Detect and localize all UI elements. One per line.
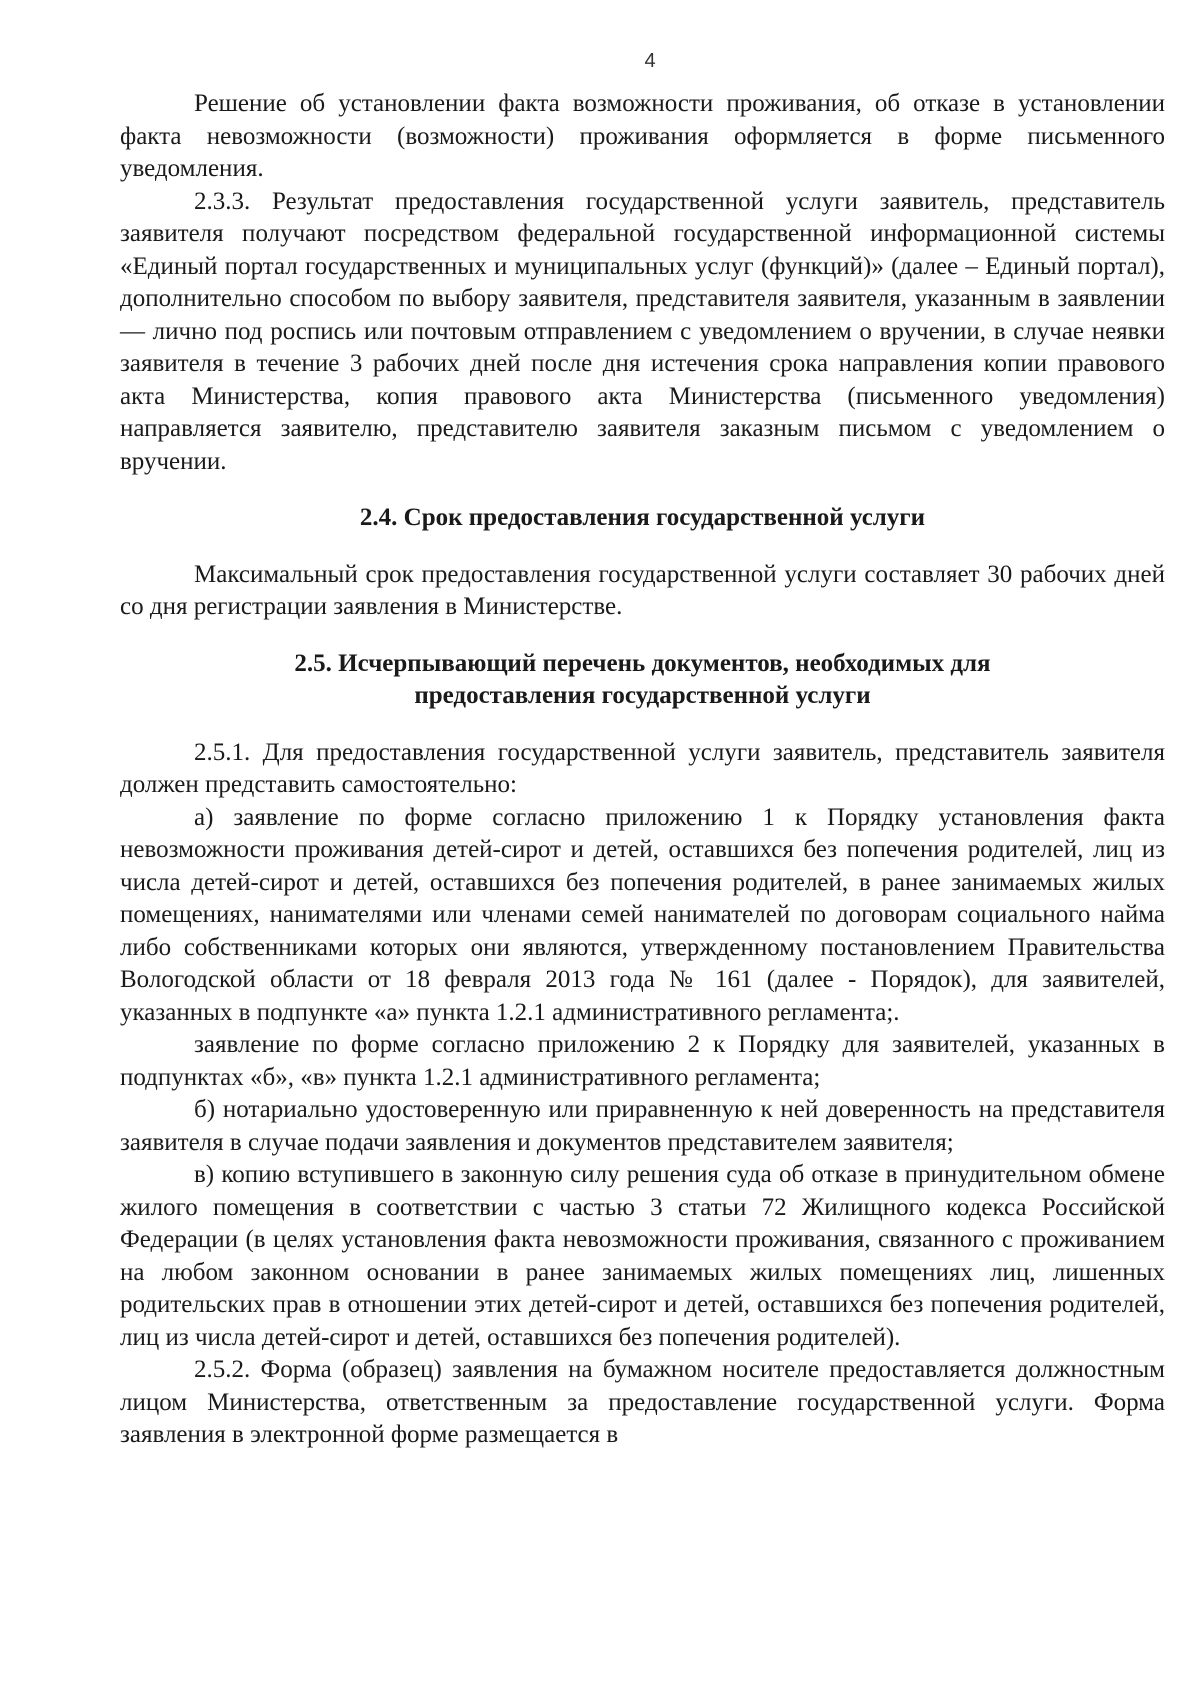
heading-2-4: 2.4. Срок предоставления государственной услуги (359, 504, 926, 531)
paragraph-2-5-2: 2.5.2. Форма (образец) заявления на бумажном носителе предоставляется должностным лицом Министерства, ответственным за предоставление государственной услуги. Форма заявления в электронной форме размещается в (120, 1356, 1165, 1448)
paragraph-2-3-3: 2.3.3. Результат предоставления государственной услуги заявитель, представитель заявителя получают посредством федеральной государственной информационной системы «Единый портал государственных и муниципальных услуг (функций)» (далее – Единый портал), дополнительно способом по выбору заявителя, представителя заявителя, указанным в заявлении — лично под роспись или почтовым отправлением с уведомлением о вручении, в случае неявки заявителя в течение 3 рабочих дней после дня истечения срока направления копии правового акта Министерства, копия правового акта Министерства (письменного уведомления) направляется заявителю, представителю заявителя заказным письмом с уведомлением о вручении. (120, 187, 1165, 475)
paragraph-item-v: в) копию вступившего в законную силу решения суда об отказе в принудительном обмене жилого помещения в соответствии с частью 3 статьи 72 Жилищного кодекса Российской Федерации (в целях установления факта невозможности проживания, связанного с проживанием на любом законном основании в ранее занимаемых жилых помещениях лиц, лишенных родительских прав в отношении этих детей-сирот и детей, оставшихся без попечения родителей, лиц из числа детей-сирот и детей, оставшихся без попечения родителей). (120, 1161, 1165, 1351)
page-number: 4 (644, 50, 656, 72)
document-body (120, 88, 1165, 1452)
paragraph-item-b: б) нотариально удостоверенную или приравненную к ней доверенность на представителя заявителя в случае подачи заявления и документов представителем заявителя; (120, 1096, 1165, 1156)
paragraph-item-a: а) заявление по форме согласно приложению 1 к Порядку установления факта невозможности проживания детей-сирот и детей, оставшихся без попечения родителей, лиц из числа детей-сирот и детей, оставшихся без попечения родителей, в ранее занимаемых жилых помещениях, нанимателями или членами семей нанимателей по договорам социального найма либо собственниками которых они являются, утвержденному постановлением Правительства Вологодской области от 18 февраля 2013 года № 161 (далее - Порядок), для заявителей, указанных в подпункте «а» пункта 1.2.1 административного регламента;. (120, 803, 1165, 1026)
paragraph-max-term: Максимальный срок предоставления государственной услуги составляет 30 рабочих дней со дня регистрации заявления в Министерстве. (120, 560, 1165, 620)
heading-2-5: 2.5. Исчерпывающий перечень документов, необходимых для предоставления государственной услуги (294, 649, 991, 709)
paragraph-2-5-1: 2.5.1. Для предоставления государственной услуги заявитель, представитель заявителя должен представить самостоятельно: (120, 738, 1165, 798)
paragraph-application-form-2: заявление по форме согласно приложению 2 к Порядку для заявителей, указанных в подпунктах «б», «в» пункта 1.2.1 административного регламента; (120, 1031, 1165, 1091)
paragraph-decision-form: Решение об установлении факта возможности проживания, об отказе в установлении факта невозможности (возможности) проживания оформляется в форме письменного уведомления. (120, 90, 1165, 182)
